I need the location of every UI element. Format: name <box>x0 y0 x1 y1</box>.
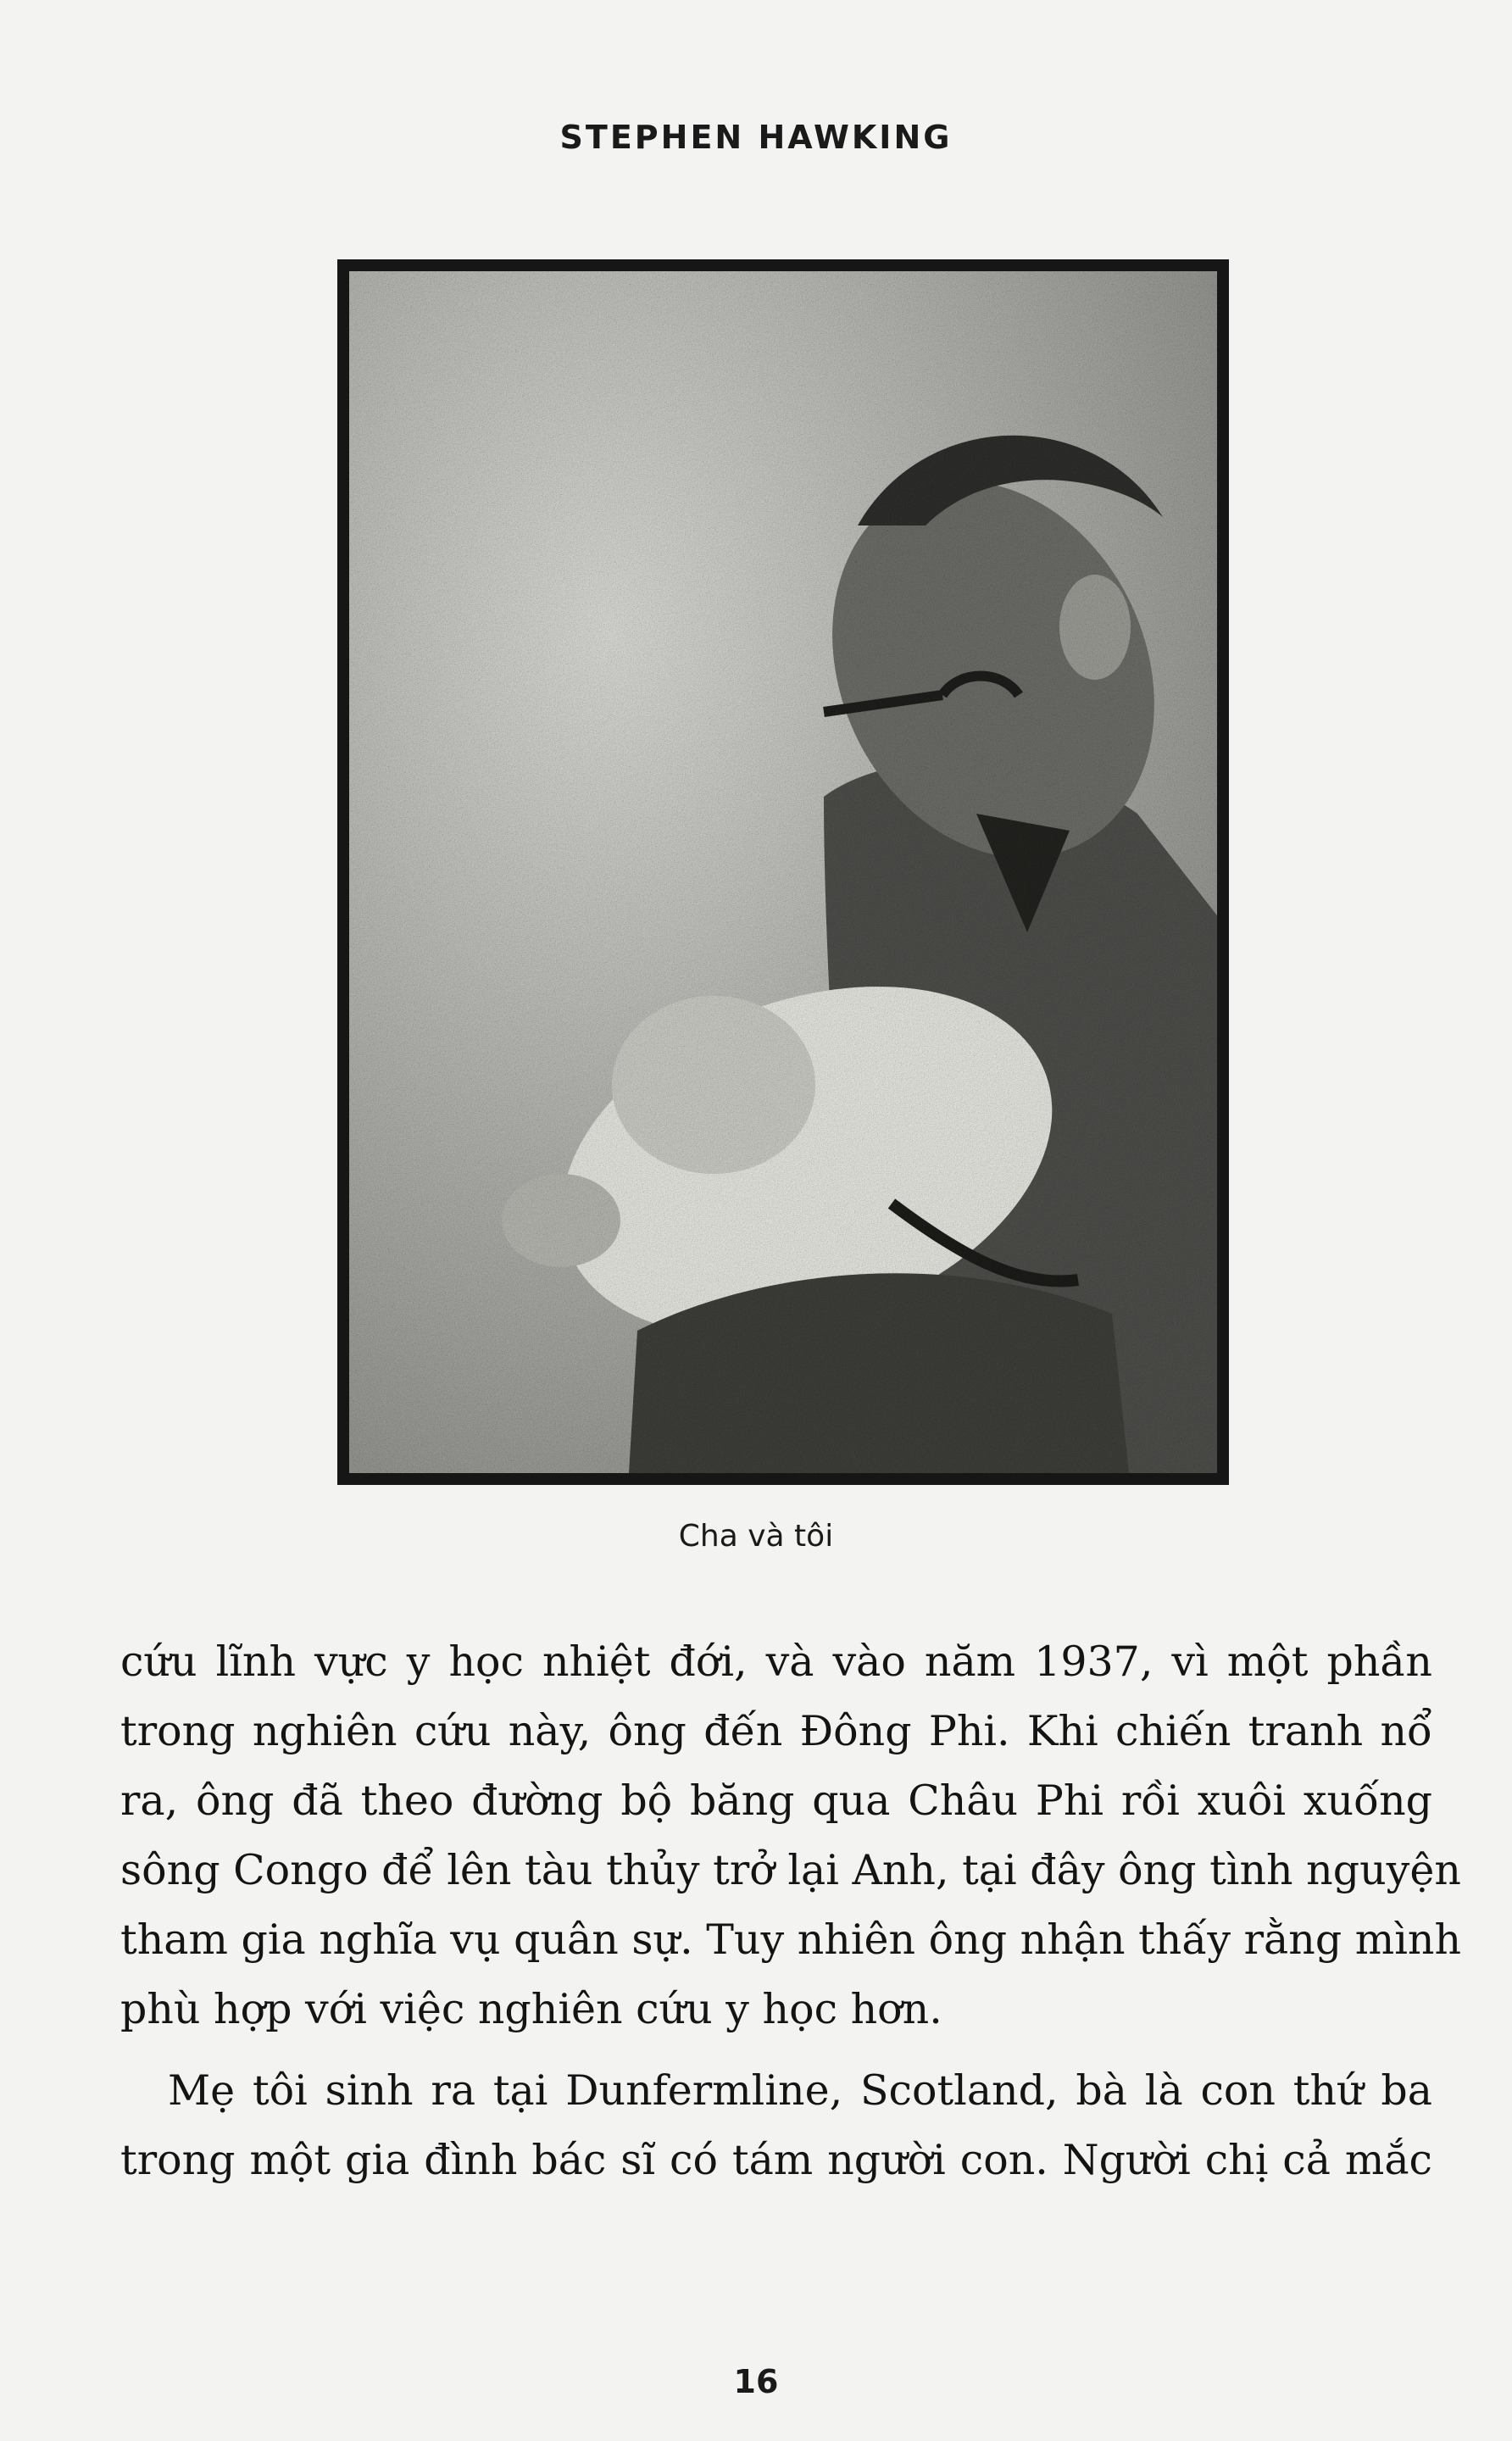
page-number: 16 <box>733 2363 779 2400</box>
text-line: ra, ông đã theo đường bộ băng qua Châu Phi rồi xuôi xuống <box>120 1777 1432 1825</box>
photo-father-and-baby <box>337 259 1229 1485</box>
text-line: cứu lĩnh vực y học nhiệt đới, và vào năm 1937, vì một phần <box>120 1638 1432 1686</box>
text-line: phù hợp với việc nghiên cứu y học hơn. <box>120 1985 942 2033</box>
text-line: trong nghiên cứu này, ông đến Đông Phi. Khi chiến tranh nổ <box>120 1707 1432 1755</box>
text-line: sông Congo để lên tàu thủy trở lại Anh, tại đây ông tình nguyện <box>120 1846 1461 1894</box>
paragraph-1 <box>120 1627 1462 2044</box>
running-header: STEPHEN HAWKING <box>559 119 953 156</box>
photo-caption: Cha và tôi <box>678 1519 834 1554</box>
body-text <box>120 1627 1462 2195</box>
text-line: trong một gia đình bác sĩ có tám người con. Người chị cả mắc <box>120 2136 1432 2184</box>
photo-father-holding-baby-icon <box>349 271 1217 1473</box>
text-line: tham gia nghĩa vụ quân sự. Tuy nhiên ông nhận thấy rằng mình <box>120 1916 1462 1964</box>
paragraph-2 <box>120 2056 1432 2195</box>
text-line: Mẹ tôi sinh ra tại Dunfermline, Scotland, bà là con thứ ba <box>168 2066 1432 2115</box>
